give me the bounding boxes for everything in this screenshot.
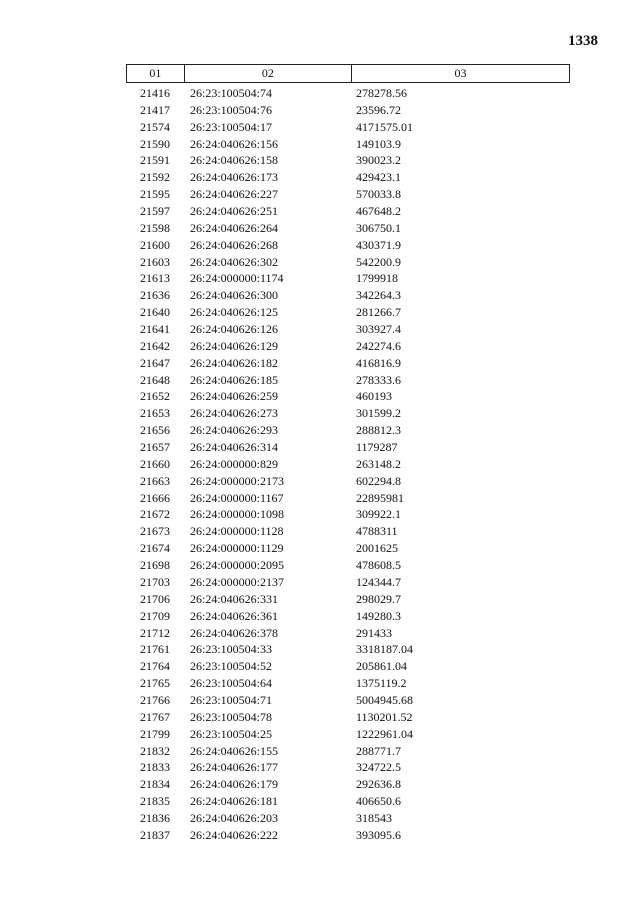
table-row	[126, 304, 570, 321]
table-cell-3: 22895981	[356, 490, 404, 505]
table-cell-3: 23596.72	[356, 102, 401, 117]
table-cell-1: 21652	[140, 389, 170, 404]
table-cell-2: 26:24:040626:182	[190, 355, 279, 370]
table-cell-3: 1375119.2	[356, 676, 407, 691]
page-number: 1338	[568, 33, 598, 49]
table-row	[126, 439, 570, 456]
table-cell-1: 21666	[140, 490, 170, 505]
table-row	[126, 422, 570, 439]
table-cell-1: 21647	[140, 355, 170, 370]
table-cell-3: 416816.9	[356, 355, 401, 370]
table-cell-3: 288771.7	[356, 743, 401, 758]
table-cell-3: 602294.8	[356, 473, 401, 488]
table-cell-3: 149280.3	[356, 608, 401, 623]
table-cell-1: 21574	[140, 119, 170, 134]
table-cell-2: 26:23:100504:78	[190, 709, 273, 724]
table-cell-1: 21766	[140, 692, 170, 707]
table-cell-1: 21761	[140, 642, 170, 657]
table-cell-1: 21837	[140, 827, 170, 842]
table-cell-2: 26:24:040626:125	[190, 305, 279, 320]
table-cell-1: 21417	[140, 102, 170, 117]
table-cell-3: 430371.9	[356, 237, 401, 252]
table-cell-2: 26:24:040626:227	[190, 187, 279, 202]
table-row	[126, 388, 570, 405]
table-row	[126, 473, 570, 490]
table-cell-3: 278278.56	[356, 86, 407, 100]
table-cell-1: 21598	[140, 220, 170, 235]
table-cell-2: 26:24:040626:158	[190, 153, 279, 168]
table-row	[126, 574, 570, 591]
table-row	[126, 557, 570, 574]
table-cell-3: 1222961.04	[356, 726, 413, 741]
table-row	[126, 591, 570, 608]
table-cell-1: 21799	[140, 726, 170, 741]
table-header	[126, 64, 570, 83]
table-cell-1: 21416	[140, 86, 170, 100]
table-row	[126, 287, 570, 304]
table-cell-1: 21836	[140, 810, 170, 825]
table-cell-1: 21653	[140, 406, 170, 421]
table-row	[126, 776, 570, 793]
table-cell-1: 21591	[140, 153, 170, 168]
table-cell-2: 26:24:000000:1128	[190, 524, 284, 539]
table-cell-3: 5004945.68	[356, 692, 413, 707]
table-cell-3: 292636.8	[356, 777, 401, 792]
table-cell-2: 26:24:040626:203	[190, 810, 279, 825]
table-row	[126, 169, 570, 186]
table-cell-3: 291433	[356, 625, 392, 640]
table-cell-3: 309922.1	[356, 507, 401, 522]
table-cell-1: 21592	[140, 170, 170, 185]
table-cell-1: 21712	[140, 625, 170, 640]
table-cell-1: 21834	[140, 777, 170, 792]
table-cell-2: 26:23:100504:17	[190, 119, 273, 134]
table-cell-3: 298029.7	[356, 591, 401, 606]
table-cell-2: 26:24:040626:179	[190, 777, 279, 792]
table-cell-3: 2001625	[356, 541, 398, 556]
table-cell-1: 21832	[140, 743, 170, 758]
table-row	[126, 405, 570, 422]
table-cell-2: 26:24:000000:1167	[190, 490, 284, 505]
table-cell-2: 26:23:100504:76	[190, 102, 273, 117]
table-cell-1: 21657	[140, 440, 170, 455]
table-row	[126, 270, 570, 287]
table-body	[126, 85, 570, 844]
table-row	[126, 506, 570, 523]
column-header-01: 01	[127, 65, 185, 82]
table-cell-2: 26:24:040626:126	[190, 322, 279, 337]
table-row	[126, 119, 570, 136]
table-cell-3: 281266.7	[356, 305, 401, 320]
table-row	[126, 658, 570, 675]
table-cell-1: 21660	[140, 456, 170, 471]
table-cell-2: 26:24:000000:829	[190, 456, 279, 471]
table-cell-3: 278333.6	[356, 372, 401, 387]
table-cell-2: 26:24:040626:181	[190, 794, 279, 809]
table-row	[126, 102, 570, 119]
table-cell-3: 4788311	[356, 524, 398, 539]
table-row	[126, 321, 570, 338]
column-header-03: 03	[454, 66, 467, 80]
table-cell-3: 1799918	[356, 271, 398, 286]
table-cell-3: 324722.5	[356, 760, 401, 775]
data-table	[126, 64, 570, 844]
table-cell-3: 318543	[356, 810, 392, 825]
table-cell-3: 306750.1	[356, 220, 401, 235]
table-cell-2: 26:23:100504:25	[190, 726, 273, 741]
table-cell-1: 21767	[140, 709, 170, 724]
table-cell-3: 242274.6	[356, 338, 401, 353]
table-cell-1: 21636	[140, 288, 170, 303]
table-cell-3: 570033.8	[356, 187, 401, 202]
table-row	[126, 136, 570, 153]
table-cell-3: 406650.6	[356, 794, 401, 809]
table-cell-1: 21833	[140, 760, 170, 775]
table-cell-3: 467648.2	[356, 204, 401, 219]
table-cell-2: 26:24:040626:222	[190, 827, 279, 842]
table-row	[126, 793, 570, 810]
table-cell-2: 26:24:040626:155	[190, 743, 279, 758]
table-cell-2: 26:24:040626:302	[190, 254, 279, 269]
table-cell-2: 26:23:100504:33	[190, 642, 273, 657]
table-row	[126, 186, 570, 203]
table-cell-2: 26:24:040626:177	[190, 760, 279, 775]
table-cell-1: 21674	[140, 541, 170, 556]
table-row	[126, 827, 570, 844]
table-row	[126, 675, 570, 692]
table-cell-1: 21706	[140, 591, 170, 606]
table-cell-3: 342264.3	[356, 288, 401, 303]
table-row	[126, 726, 570, 743]
table-row	[126, 709, 570, 726]
table-cell-2: 26:23:100504:64	[190, 676, 273, 691]
table-cell-1: 21703	[140, 574, 170, 589]
table-row	[126, 608, 570, 625]
table-cell-2: 26:24:040626:185	[190, 372, 279, 387]
table-cell-2: 26:24:040626:173	[190, 170, 279, 185]
table-cell-3: 149103.9	[356, 136, 401, 151]
table-row	[126, 641, 570, 658]
table-cell-2: 26:24:000000:2173	[190, 473, 285, 488]
table-row	[126, 254, 570, 271]
table-row	[126, 692, 570, 709]
column-header-02: 02	[185, 65, 352, 82]
table-cell-3: 478608.5	[356, 558, 401, 573]
table-cell-1: 21600	[140, 237, 170, 252]
table-row	[126, 152, 570, 169]
table-cell-3: 124344.7	[356, 574, 401, 589]
table-cell-1: 21663	[140, 473, 170, 488]
table-cell-1: 21640	[140, 305, 170, 320]
table-cell-2: 26:24:040626:273	[190, 406, 279, 421]
table-cell-3: 542200.9	[356, 254, 401, 269]
table-row	[126, 456, 570, 473]
table-cell-3: 205861.04	[356, 659, 407, 674]
table-cell-1: 21603	[140, 254, 170, 269]
table-cell-1: 21835	[140, 794, 170, 809]
table-cell-2: 26:24:040626:300	[190, 288, 279, 303]
table-cell-3: 4171575.01	[356, 119, 413, 134]
table-cell-2: 26:24:040626:331	[190, 591, 279, 606]
table-cell-3: 390023.2	[356, 153, 401, 168]
table-cell-3: 1130201.52	[356, 709, 413, 724]
table-row	[126, 372, 570, 389]
table-cell-3: 263148.2	[356, 456, 401, 471]
table-cell-2: 26:24:000000:1129	[190, 541, 284, 556]
table-cell-1: 21641	[140, 322, 170, 337]
table-cell-2: 26:24:040626:264	[190, 220, 279, 235]
table-cell-3: 460193	[356, 389, 392, 404]
table-cell-3: 301599.2	[356, 406, 401, 421]
table-cell-2: 26:24:040626:378	[190, 625, 279, 640]
table-cell-2: 26:24:040626:314	[190, 440, 279, 455]
table-row	[126, 810, 570, 827]
table-cell-2: 26:24:000000:2137	[190, 574, 285, 589]
table-cell-1: 21673	[140, 524, 170, 539]
table-cell-1: 21595	[140, 187, 170, 202]
table-cell-1: 21642	[140, 338, 170, 353]
table-row	[126, 220, 570, 237]
table-row	[126, 490, 570, 507]
table-cell-3: 429423.1	[356, 170, 401, 185]
table-cell-1: 21656	[140, 423, 170, 438]
table-row	[126, 85, 570, 102]
table-cell-2: 26:24:040626:293	[190, 423, 279, 438]
table-cell-2: 26:24:040626:251	[190, 204, 279, 219]
table-cell-1: 21698	[140, 558, 170, 573]
table-cell-1: 21764	[140, 659, 170, 674]
table-cell-2: 26:24:000000:1174	[190, 271, 284, 286]
table-cell-2: 26:23:100504:52	[190, 659, 273, 674]
table-row	[126, 237, 570, 254]
table-cell-2: 26:24:040626:361	[190, 608, 279, 623]
table-cell-1: 21648	[140, 372, 170, 387]
table-cell-2: 26:24:000000:2095	[190, 558, 285, 573]
table-row	[126, 743, 570, 760]
table-cell-2: 26:24:040626:259	[190, 389, 279, 404]
table-cell-2: 26:24:040626:268	[190, 237, 279, 252]
table-cell-2: 26:23:100504:71	[190, 692, 273, 707]
table-cell-2: 26:23:100504:74	[190, 86, 273, 100]
table-cell-3: 3318187.04	[356, 642, 413, 657]
table-cell-1: 21613	[140, 271, 170, 286]
table-cell-3: 1179287	[356, 440, 398, 455]
table-row	[126, 203, 570, 220]
table-cell-1: 21590	[140, 136, 170, 151]
table-cell-1: 21597	[140, 204, 170, 219]
table-row	[126, 355, 570, 372]
table-cell-2: 26:24:040626:129	[190, 338, 279, 353]
table-cell-1: 21709	[140, 608, 170, 623]
table-cell-3: 288812.3	[356, 423, 401, 438]
table-row	[126, 540, 570, 557]
table-row	[126, 338, 570, 355]
table-cell-3: 303927.4	[356, 322, 401, 337]
table-cell-3: 393095.6	[356, 827, 401, 842]
table-row	[126, 523, 570, 540]
table-cell-1: 21672	[140, 507, 170, 522]
table-cell-1: 21765	[140, 676, 170, 691]
table-row	[126, 625, 570, 642]
table-row	[126, 759, 570, 776]
table-cell-2: 26:24:040626:156	[190, 136, 279, 151]
table-cell-2: 26:24:000000:1098	[190, 507, 285, 522]
